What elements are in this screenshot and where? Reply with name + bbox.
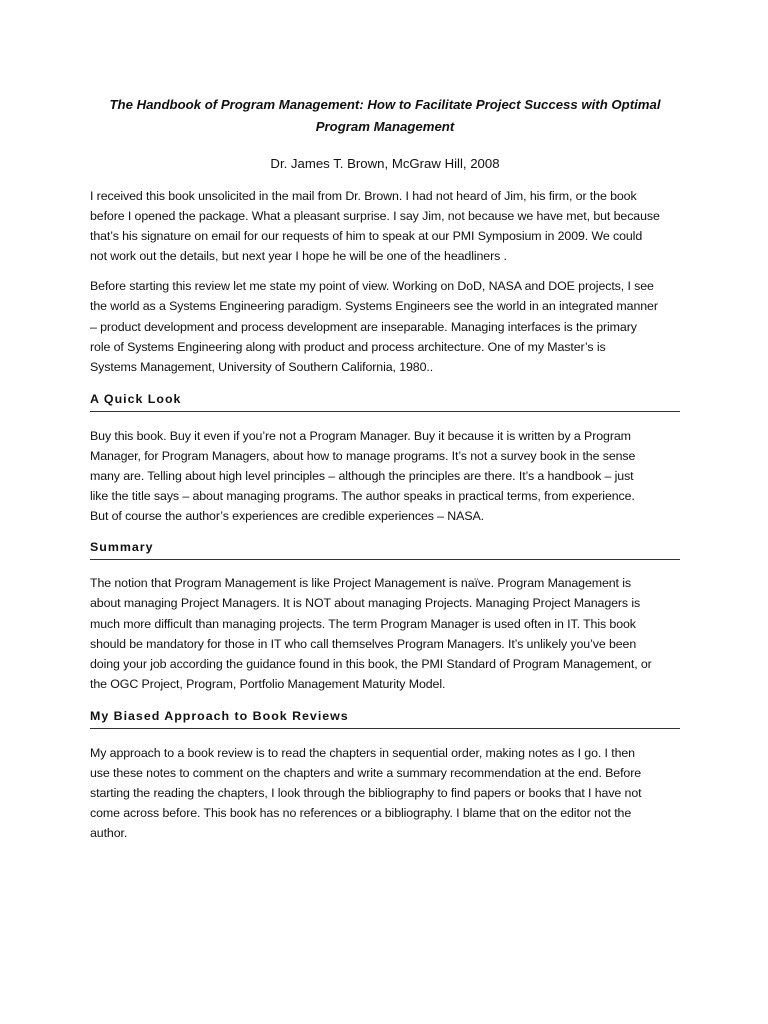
document-page bbox=[90, 94, 680, 843]
section-heading-biased-approach: My Biased Approach to Book Reviews bbox=[90, 707, 680, 729]
text-line: come across before. This book has no references or a bibliography. I blame that on the editor not the bbox=[90, 806, 632, 821]
text-line: much more difficult than managing projects. The term Program Manager is used often in IT. This book bbox=[90, 616, 636, 631]
section-paragraph-biased-approach bbox=[90, 743, 680, 843]
author-line: Dr. James T. Brown, McGraw Hill, 2008 bbox=[270, 156, 500, 171]
section-heading-summary: Summary bbox=[90, 538, 680, 560]
text-line: author. bbox=[90, 826, 128, 841]
title-line-2: Program Management bbox=[315, 119, 455, 134]
text-line: that’s his signature on email for our requests of him to speak at our PMI Symposium in 2009. We could bbox=[90, 229, 643, 244]
section-paragraph-summary bbox=[90, 573, 680, 694]
intro-paragraph-1 bbox=[90, 186, 680, 266]
text-line: My approach to a book review is to read the chapters in sequential order, making notes as I go. I then bbox=[90, 745, 635, 760]
text-line: before I opened the package. What a pleasant surprise. I say Jim, not because we have met, but because bbox=[90, 209, 660, 224]
text-line: role of Systems Engineering along with product and process architecture. One of my Master’s is bbox=[90, 339, 606, 354]
text-line: use these notes to comment on the chapters and write a summary recommendation at the end. Before bbox=[90, 765, 642, 780]
text-line: Manager, for Program Managers, about how to manage programs. It’s not a survey book in the sense bbox=[90, 448, 636, 463]
text-line: should be mandatory for those in IT who call themselves Program Managers. It’s unlikely you’ve been bbox=[90, 636, 637, 651]
text-line: Before starting this review let me state my point of view. Working on DoD, NASA and DOE projects, I see bbox=[90, 279, 654, 294]
text-line: The notion that Program Management is like Project Management is naïve. Program Management is bbox=[90, 576, 631, 591]
text-line: I received this book unsolicited in the mail from Dr. Brown. I had not heard of Jim, his firm, or the book bbox=[90, 189, 637, 203]
document-title bbox=[90, 94, 680, 138]
text-line: starting the reading the chapters, I look through the bibliography to find papers or books that I have not bbox=[90, 786, 642, 801]
section-heading-quick-look: A Quick Look bbox=[90, 390, 680, 412]
text-line: the world as a Systems Engineering paradigm. Systems Engineers see the world in an integrated manner bbox=[90, 299, 658, 314]
title-line-1: The Handbook of Program Management: How to Facilitate Project Success with Optimal bbox=[109, 97, 661, 112]
text-line: But of course the author’s experiences are credible experiences – NASA. bbox=[90, 509, 484, 524]
section-paragraph-quick-look bbox=[90, 426, 680, 526]
text-line: Systems Management, University of Southern California, 1980.. bbox=[90, 359, 434, 374]
text-line: doing your job according the guidance found in this book, the PMI Standard of Program Management, or bbox=[90, 656, 652, 671]
text-line: – product development and process development are inseparable. Managing interfaces is the primary bbox=[90, 319, 637, 334]
intro-paragraph-2 bbox=[90, 276, 680, 376]
text-line: like the title says – about managing programs. The author speaks in practical terms, from experience. bbox=[90, 489, 635, 504]
text-line: Buy this book. Buy it even if you’re not a Program Manager. Buy it because it is written by a Program bbox=[90, 428, 631, 443]
text-line: the OGC Project, Program, Portfolio Management Maturity Model. bbox=[90, 676, 446, 691]
text-line: about managing Project Managers. It is NOT about managing Projects. Managing Project Managers is bbox=[90, 596, 641, 611]
text-line: not work out the details, but next year I hope he will be one of the headliners . bbox=[90, 249, 507, 264]
text-line: many are. Telling about high level principles – although the principles are there. It’s a handbook – just bbox=[90, 469, 634, 484]
